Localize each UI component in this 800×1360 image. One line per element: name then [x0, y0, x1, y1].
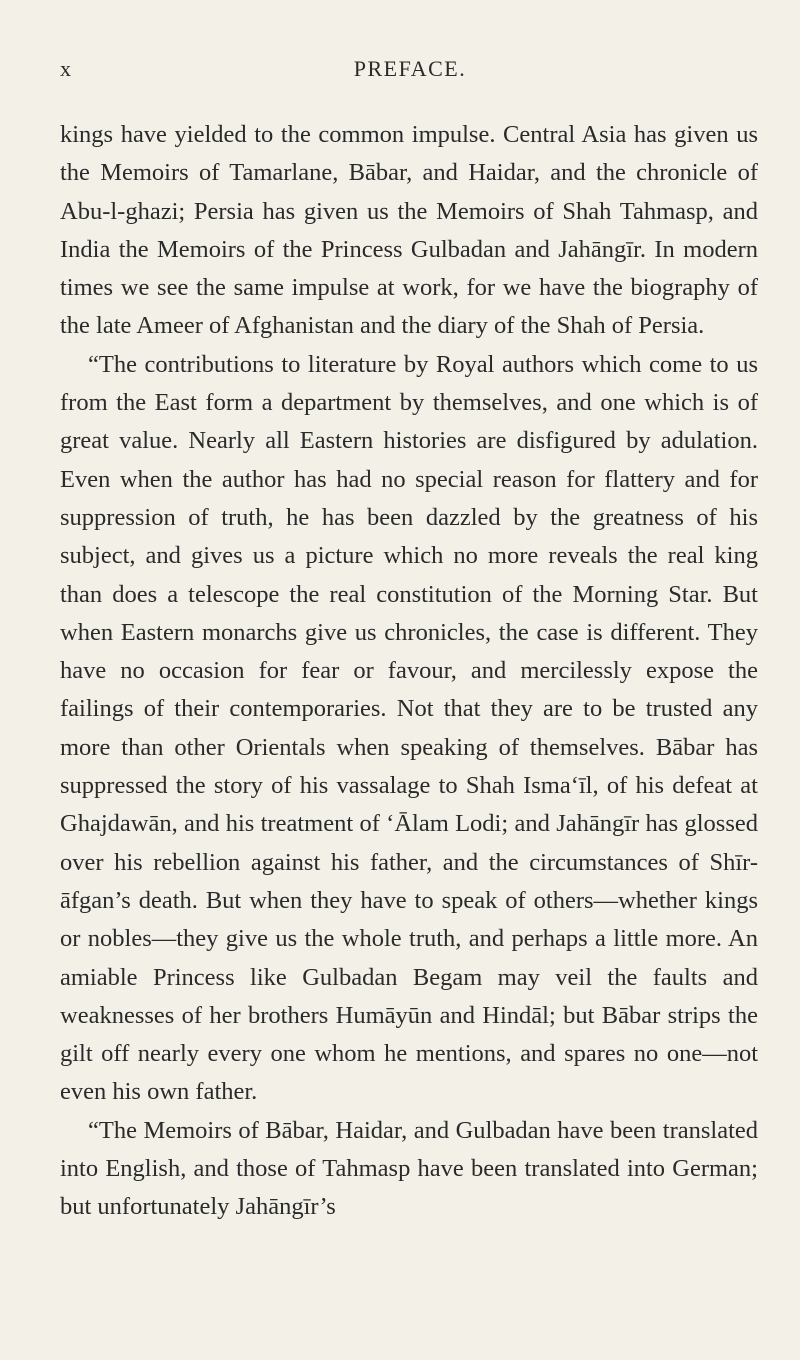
running-head: [60, 56, 760, 86]
paragraph-royal-authors: “The contributions to literature by Royal authors which come to us from the East form a department by themselves, and one which is of great value. Nearly all Eastern histories are disfigured by adulation. Even when the author has had no special reason for flattery and for suppression of truth, he has been dazzled by the greatness of his subject, and gives us a picture which no more reveals the real king than does a telescope the real constitution of the Morning Star. But when Eastern monarchs give us chronicles, the case is different. They have no occasion for fear or favour, and mercilessly expose the failings of their contemporaries. Not that they are to be trusted any more than other Orientals when speaking of themselves. Bābar has suppressed the story of his vassalage to Shah Isma‘īl, of his defeat at Ghajdawān, and his treatment of ‘Ālam Lodi; and Jahāngīr has glossed over his rebellion against his father, and the circumstances of Shīr-āfgan’s death. But when they have to speak of others—whether kings or nobles—they give us the whole truth, and perhaps a little more. An amiable Princess like Gulbadan Begam may veil the faults and weaknesses of her brothers Humāyūn and Hindāl; but Bābar strips the gilt off nearly every one whom he mentions, and spares no one—not even his own father.: [60, 350, 758, 1106]
paragraph-translations: “The Memoirs of Bābar, Haidar, and Gulbadan have been translated into English, and those of Tahmasp have been translated into German; but unfortunately Jahāngīr’s: [60, 1116, 758, 1221]
body-text: [60, 116, 758, 1227]
paragraph-continued: kings have yielded to the common impulse. Central Asia has given us the Memoirs of Tamarlane, Bābar, and Haidar, and the chronicle of Abu-l-ghazi; Persia has given us the Memoirs of Shah Tahmasp, and India the Memoirs of the Princess Gulbadan and Jahāngīr. In modern times we see the same impulse at work, for we have the biography of the late Ameer of Afghanistan and the diary of the Shah of Persia.: [60, 121, 758, 340]
page-number: x: [60, 56, 73, 81]
running-title: PREFACE.: [353, 56, 467, 81]
